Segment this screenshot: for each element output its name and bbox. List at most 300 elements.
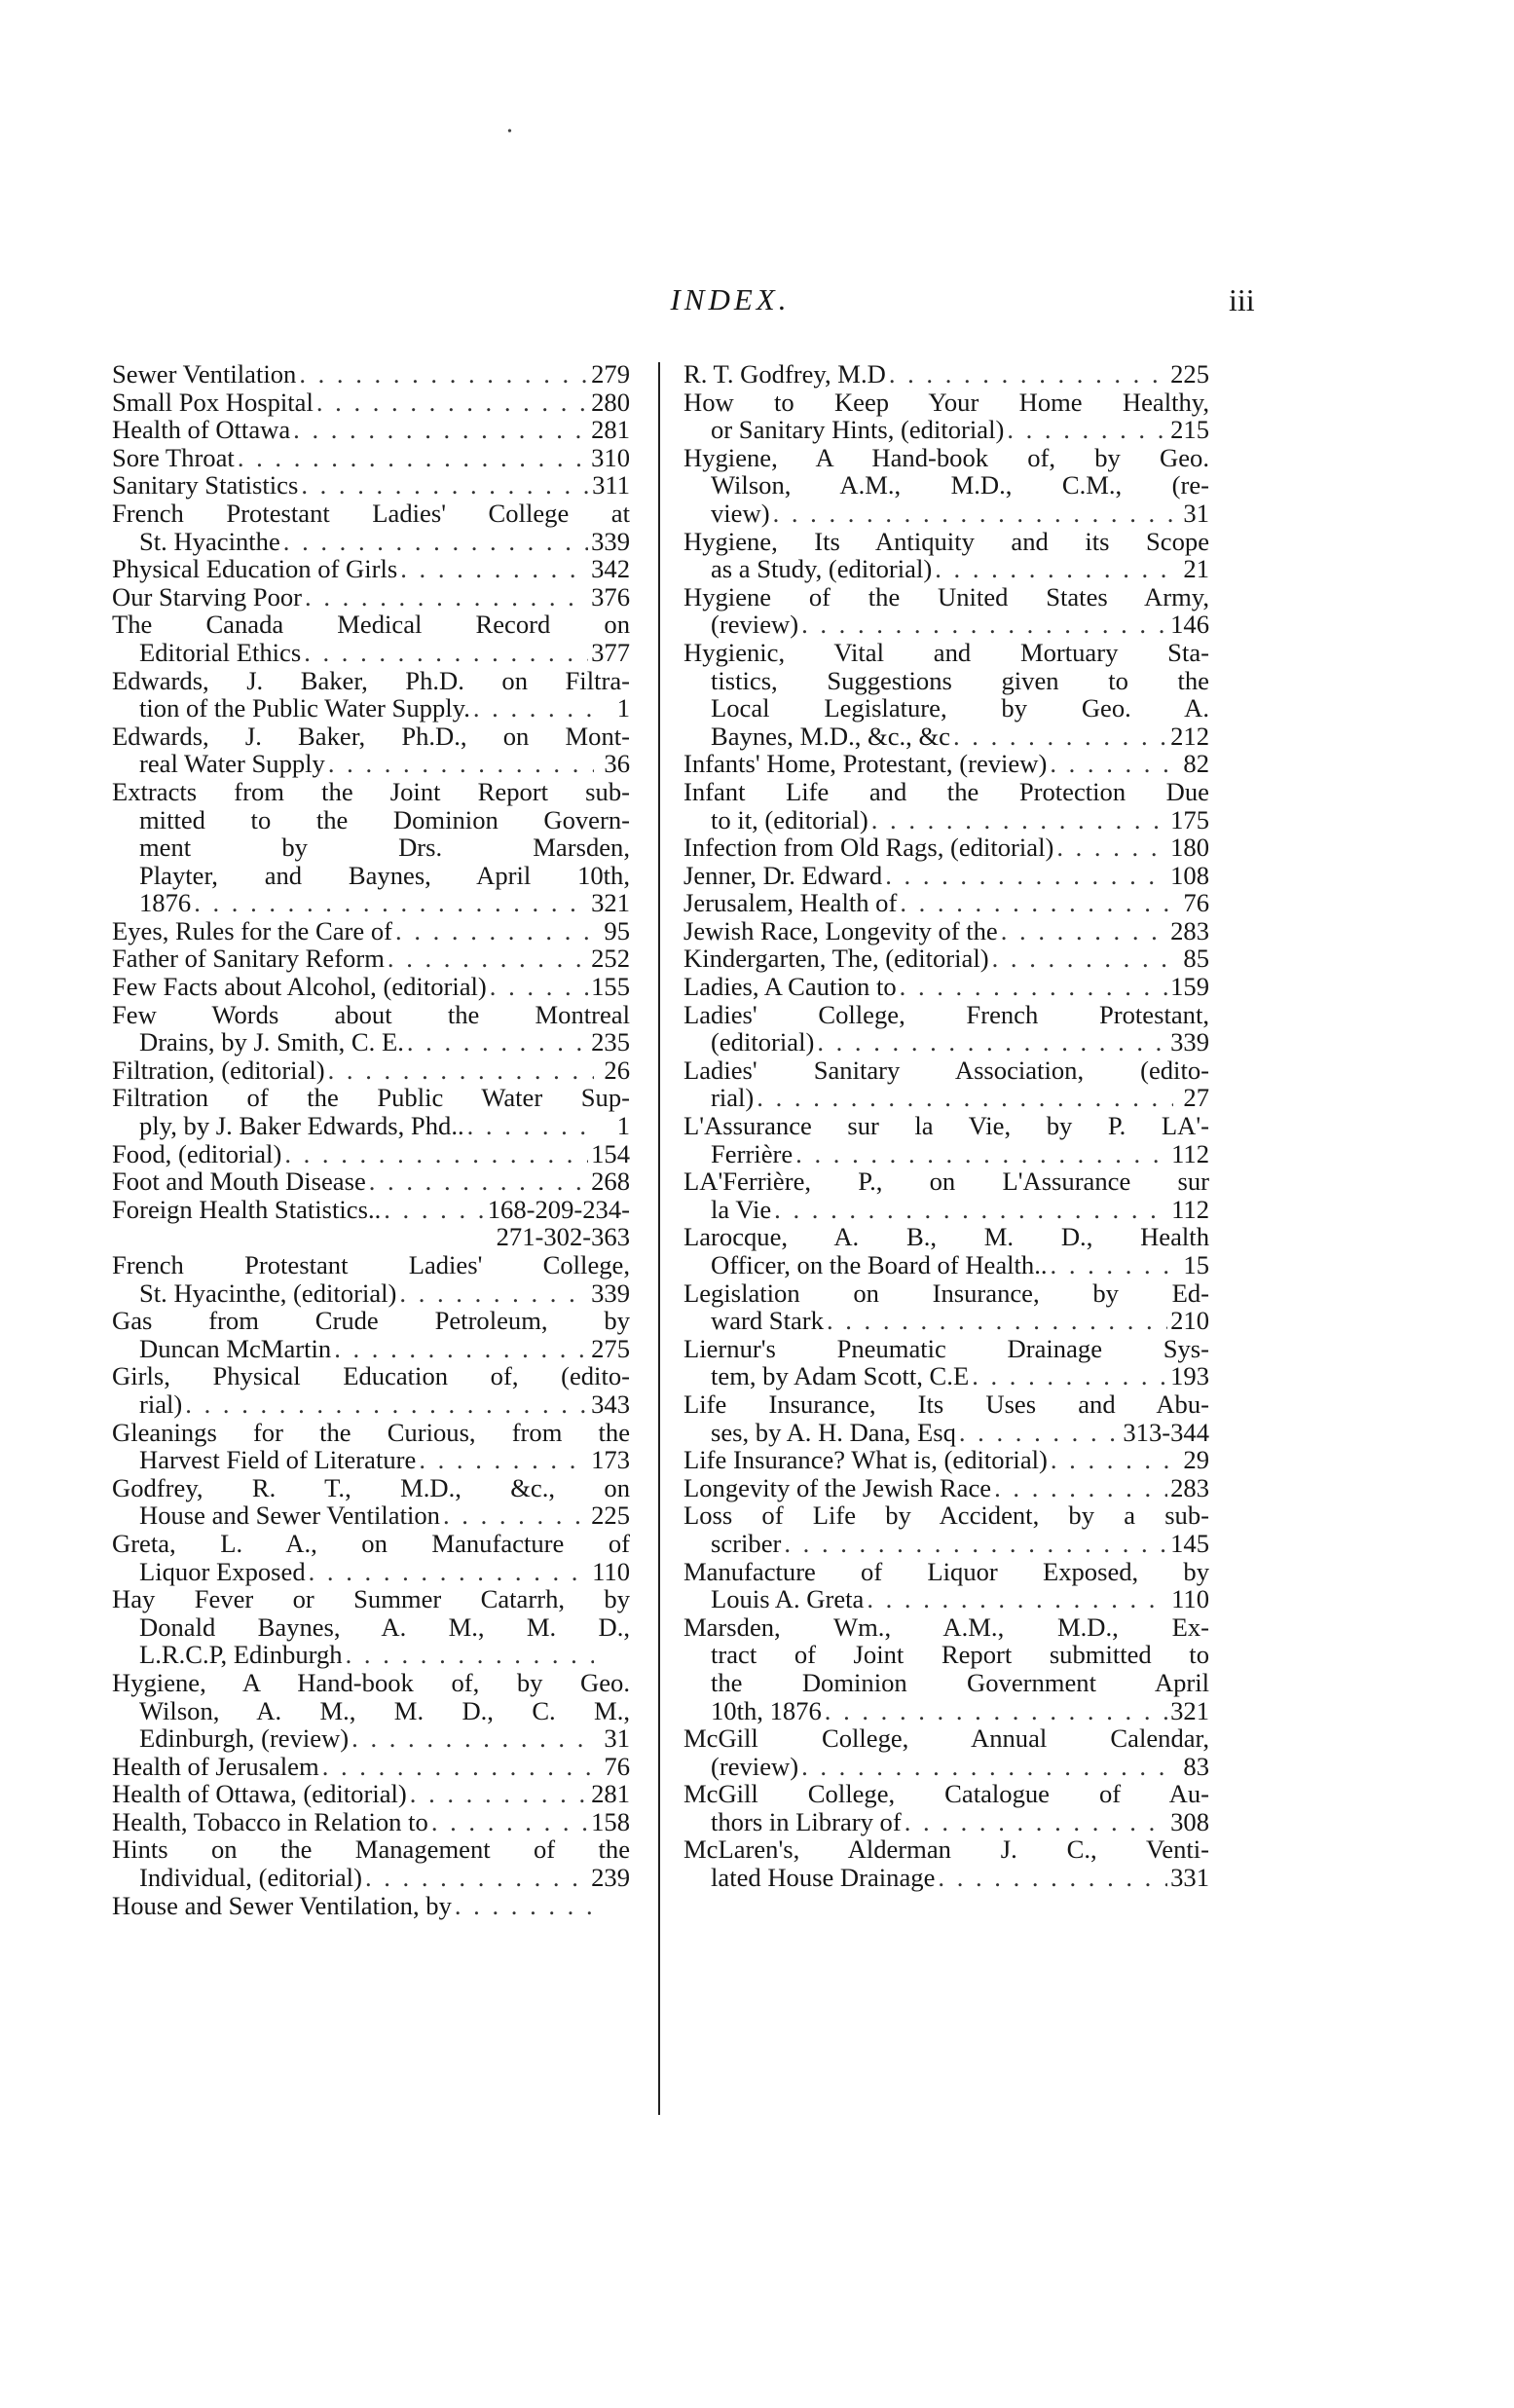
index-entry (112, 1223, 630, 1251)
entry-line (683, 416, 1209, 444)
page-reference: 193 (1170, 1361, 1209, 1391)
entry-text: Hygiene, Its Antiquity and its Scope (683, 526, 1209, 556)
page-reference: 310 (591, 442, 630, 472)
page-reference: 313-344 (1123, 1417, 1209, 1447)
entry-text: How to Keep Your Home Healthy, (683, 387, 1209, 417)
dot-leader (801, 1753, 1173, 1781)
entry-line (683, 528, 1209, 556)
index-column-left (112, 360, 630, 1919)
entry-text: Gleanings for the Curious, from the (112, 1417, 630, 1447)
page-reference: 212 (1170, 721, 1209, 751)
index-entry (683, 1474, 1209, 1502)
entry-text: (editorial) (711, 1027, 815, 1057)
entry-line (112, 555, 630, 583)
dot-leader (395, 917, 594, 945)
page-reference: 339 (1170, 1027, 1209, 1057)
dot-leader (455, 1892, 594, 1920)
dot-leader (293, 416, 588, 444)
entry-line (683, 973, 1209, 1001)
entry-text: French Protestant Ladies' College at (112, 498, 630, 528)
entry-text: the Dominion Government April (711, 1667, 1209, 1697)
entry-text: as a Study, (editorial) (711, 554, 933, 584)
entry-line (683, 694, 1209, 722)
page-reference: 27 (1183, 1083, 1209, 1113)
index-entry (112, 1530, 630, 1585)
entry-text: Sewer Ventilation (112, 359, 297, 389)
entry-text: Infection from Old Rags, (editorial) (683, 833, 1054, 863)
entry-line (112, 917, 630, 945)
entry-text: Hints on the Management of the (112, 1834, 630, 1865)
entry-line (683, 1530, 1209, 1558)
page-reference: 339 (591, 1278, 630, 1308)
index-entry (683, 1558, 1209, 1613)
entry-text: lated House Drainage (711, 1863, 936, 1893)
entry-text: Liernur's Pneumatic Drainage Sys- (683, 1333, 1209, 1363)
index-entry (683, 1613, 1209, 1724)
entry-line (112, 889, 630, 917)
dot-leader (410, 1780, 588, 1808)
page-reference: 76 (1183, 888, 1209, 918)
dot-leader (419, 1446, 588, 1474)
entry-text: Larocque, A. B., M. D., Health (683, 1222, 1209, 1252)
page-reference: 31 (1183, 498, 1209, 528)
dot-leader (467, 1112, 594, 1140)
entry-line (683, 1056, 1209, 1085)
entry-text: R. T. Godfrey, M.D (683, 359, 886, 389)
index-entry (683, 1335, 1209, 1390)
entry-line (112, 834, 630, 862)
entry-text: Greta, L. A., on Manufacture of (112, 1528, 630, 1558)
index-entry (112, 471, 630, 500)
index-entry (683, 528, 1209, 583)
entry-line (112, 583, 630, 611)
entry-text: Filtration of the Public Water Sup- (112, 1083, 630, 1113)
page-reference: 154 (591, 1138, 630, 1168)
index-entry (112, 973, 630, 1001)
entry-text: Hygiene of the United States Army, (683, 581, 1209, 611)
index-entry (683, 444, 1209, 528)
entry-text: St. Hyacinthe (139, 526, 280, 556)
entry-line (112, 639, 630, 667)
dot-leader (1007, 416, 1167, 444)
page-reference: 279 (591, 359, 630, 389)
entry-text: Foot and Mouth Disease (112, 1167, 366, 1197)
entry-line (683, 1307, 1209, 1335)
page-reference: 76 (604, 1751, 630, 1781)
entry-text: The Canada Medical Record on (112, 610, 630, 640)
index-entry (112, 1419, 630, 1474)
entry-text: Health, Tobacco in Relation to (112, 1806, 428, 1836)
entry-text: L.R.C.P, Edinburgh (139, 1640, 343, 1670)
dot-leader (959, 1419, 1120, 1447)
entry-text: Extracts from the Joint Report sub- (112, 776, 630, 806)
entry-text: Wilson, A.M., M.D., C.M., (re- (711, 470, 1209, 500)
page-reference: 275 (591, 1333, 630, 1363)
entry-text: ward Stark (711, 1306, 824, 1336)
entry-text: McLaren's, Alderman J. C., Venti- (683, 1834, 1209, 1865)
entry-line (683, 611, 1209, 639)
entry-text: Jenner, Dr. Edward (683, 860, 883, 890)
entry-line (683, 1223, 1209, 1251)
entry-text: House and Sewer Ventilation, by (112, 1890, 452, 1920)
entry-text: Baynes, M.D., &c., &c (711, 721, 950, 751)
entry-text: Hay Fever or Summer Catarrh, by (112, 1584, 630, 1614)
entry-text: Local Legislature, by Geo. A. (711, 693, 1209, 723)
entry-line (112, 416, 630, 444)
entry-text: Physical Education of Girls (112, 554, 398, 584)
page-reference: 1 (616, 1111, 630, 1141)
entry-text: Health of Jerusalem (112, 1751, 319, 1781)
dot-leader (889, 360, 1167, 389)
entry-text: Hygienic, Vital and Mortuary Sta- (683, 637, 1209, 667)
page-reference: 155 (591, 972, 630, 1002)
entry-text: Liquor Exposed (139, 1556, 306, 1586)
entry-line (683, 1084, 1209, 1112)
page-reference: 376 (591, 581, 630, 611)
entry-line (112, 945, 630, 973)
page-reference: 145 (1170, 1528, 1209, 1558)
dot-leader (399, 1279, 588, 1308)
entry-text: (review) (711, 1751, 799, 1781)
index-entry (683, 1223, 1209, 1278)
entry-line (683, 471, 1209, 500)
entry-line (683, 1279, 1209, 1308)
page-reference: 159 (1170, 972, 1209, 1002)
entry-line (683, 1835, 1209, 1864)
entry-text: Hygiene, A Hand-book of, by Geo. (112, 1667, 630, 1697)
index-entry (683, 945, 1209, 973)
index-entry (683, 389, 1209, 444)
entry-line (112, 1864, 630, 1892)
index-entry (112, 1056, 630, 1085)
entry-line (683, 1001, 1209, 1029)
entry-text: French Protestant Ladies' College, (112, 1250, 630, 1279)
page-reference: 283 (1170, 915, 1209, 945)
index-entry (112, 778, 630, 917)
page-reference: 95 (604, 915, 630, 945)
entry-text: Legislation on Insurance, by Ed- (683, 1278, 1209, 1308)
index-entry (112, 416, 630, 444)
dot-leader (284, 1140, 588, 1168)
entry-text: Edwards, J. Baker, Ph.D., on Mont- (112, 721, 630, 751)
entry-line (683, 444, 1209, 472)
entry-text: Editorial Ethics (139, 637, 302, 667)
index-entry (683, 917, 1209, 945)
entry-line (112, 471, 630, 500)
entry-line (683, 1446, 1209, 1474)
entry-line (112, 528, 630, 556)
entry-text: Food, (editorial) (112, 1138, 282, 1168)
dot-leader (388, 945, 588, 973)
index-entry (112, 722, 630, 778)
entry-text: Few Facts about Alcohol, (editorial) (112, 972, 487, 1002)
entry-text: Individual, (editorial) (139, 1863, 362, 1893)
entry-text: mitted to the Dominion Govern- (139, 804, 630, 834)
entry-line (112, 750, 630, 778)
page-reference: 83 (1183, 1751, 1209, 1781)
dot-leader (905, 1808, 1167, 1836)
dot-leader (1056, 834, 1167, 862)
dot-leader (299, 360, 588, 389)
dot-leader (900, 973, 1167, 1001)
entry-text: L'Assurance sur la Vie, by P. LA'- (683, 1111, 1209, 1141)
dot-leader (322, 1753, 594, 1781)
page-reference: 173 (591, 1445, 630, 1475)
index-entry (683, 834, 1209, 862)
page-reference: 31 (604, 1723, 630, 1754)
dot-leader (443, 1501, 588, 1530)
entry-line (683, 1251, 1209, 1279)
entry-line (112, 1307, 630, 1335)
entry-line (683, 360, 1209, 389)
page-reference: 175 (1170, 804, 1209, 834)
page-title: INDEX. (670, 282, 791, 316)
dot-leader (994, 1474, 1167, 1502)
entry-text: Sore Throat (112, 442, 235, 472)
page-reference: 82 (1183, 749, 1209, 779)
dot-leader (827, 1307, 1167, 1335)
entry-line (112, 1780, 630, 1808)
entry-text: (review) (711, 610, 799, 640)
entry-line (112, 1530, 630, 1558)
entry-text: Girls, Physical Education of, (edito- (112, 1361, 630, 1391)
entry-line (683, 1697, 1209, 1725)
entry-text: Jerusalem, Health of (683, 888, 898, 918)
entry-text: Hygiene, A Hand-book of, by Geo. (683, 442, 1209, 472)
entry-line (683, 1419, 1209, 1447)
entry-text: la Vie (711, 1194, 772, 1224)
dot-leader (194, 889, 588, 917)
entry-line (112, 722, 630, 751)
entry-line (683, 1558, 1209, 1586)
page-reference: 112 (1171, 1194, 1209, 1224)
dot-leader (972, 1362, 1167, 1390)
dot-leader (953, 722, 1167, 751)
page-reference: 281 (591, 415, 630, 445)
entry-text: tem, by Adam Scott, C.E (711, 1361, 970, 1391)
index-entry (112, 1001, 630, 1056)
dot-leader (885, 862, 1167, 890)
entry-text: to it, (editorial) (711, 804, 868, 834)
index-entry (112, 1892, 630, 1920)
entry-line (112, 1335, 630, 1363)
index-entry (683, 583, 1209, 639)
index-entry (112, 611, 630, 666)
index-entry (112, 1196, 630, 1224)
page-reference: 377 (591, 637, 630, 667)
index-entry (112, 500, 630, 555)
entry-line (112, 1585, 630, 1613)
entry-line (683, 583, 1209, 611)
dot-leader (801, 611, 1167, 639)
entry-line (112, 1501, 630, 1530)
dot-leader (365, 1864, 588, 1892)
page-reference: 112 (1171, 1138, 1209, 1168)
dot-leader (316, 389, 588, 417)
entry-text: Our Starving Poor (112, 581, 303, 611)
index-entry (112, 1251, 630, 1307)
entry-text: Few Words about the Montreal (112, 999, 630, 1029)
page-reference: 168-209-234- (487, 1194, 630, 1224)
entry-line (112, 1167, 630, 1196)
entry-text: Foreign Health Statistics.. (112, 1194, 382, 1224)
page-reference: 321 (1170, 1695, 1209, 1725)
index-entry (112, 360, 630, 389)
entry-line (683, 1362, 1209, 1390)
printers-mark: • (507, 125, 512, 139)
entry-text: Eyes, Rules for the Care of (112, 915, 393, 945)
dot-leader (867, 1585, 1168, 1613)
entry-text: Filtration, (editorial) (112, 1055, 325, 1085)
entry-line (683, 1780, 1209, 1808)
index-entry (683, 1001, 1209, 1056)
index-entry (683, 862, 1209, 890)
page-reference: 180 (1170, 833, 1209, 863)
entry-text: 1876 (139, 888, 192, 918)
dot-leader (185, 1390, 588, 1419)
page-reference: 108 (1170, 860, 1209, 890)
page-reference: 210 (1170, 1306, 1209, 1336)
entry-text: LA'Ferrière, P., on L'Assurance sur (683, 1167, 1209, 1197)
entry-text: Manufacture of Liquor Exposed, by (683, 1556, 1209, 1586)
index-entry (683, 1167, 1209, 1223)
entry-line (683, 806, 1209, 834)
dot-leader (935, 555, 1173, 583)
entry-line (683, 862, 1209, 890)
index-entry (683, 1724, 1209, 1780)
index-entry (683, 639, 1209, 750)
entry-line (112, 1223, 630, 1251)
index-entry (683, 889, 1209, 917)
entry-line (112, 1279, 630, 1308)
entry-line (683, 1669, 1209, 1697)
page-reference: 146 (1170, 610, 1209, 640)
dot-leader (328, 1056, 594, 1085)
entry-line (683, 1112, 1209, 1140)
entry-line (112, 1251, 630, 1279)
entry-text: McGill College, Annual Calendar, (683, 1723, 1209, 1754)
page-number: iii (1229, 282, 1255, 317)
entry-text: real Water Supply (139, 749, 325, 779)
entry-line (683, 1641, 1209, 1669)
page-reference: 339 (591, 526, 630, 556)
index-entry (112, 945, 630, 973)
entry-line (112, 1613, 630, 1642)
entry-line (112, 1697, 630, 1725)
page-reference: 283 (1170, 1472, 1209, 1502)
entry-text: Sanitary Statistics (112, 470, 299, 500)
entry-line (683, 1167, 1209, 1196)
page-reference: 280 (591, 387, 630, 417)
entry-line (112, 1028, 630, 1056)
dot-leader (328, 750, 594, 778)
entry-line (112, 778, 630, 806)
entry-line (683, 917, 1209, 945)
index-entry (112, 917, 630, 945)
entry-line (683, 722, 1209, 751)
entry-line (683, 1390, 1209, 1419)
entry-line (683, 1335, 1209, 1363)
entry-text: thors in Library of (711, 1806, 902, 1836)
entry-line (112, 973, 630, 1001)
page-reference: 215 (1170, 415, 1209, 445)
entry-text: rial) (711, 1083, 755, 1113)
index-column-right (683, 360, 1209, 1892)
entry-text: ses, by A. H. Dana, Esq (711, 1417, 956, 1447)
entry-line (683, 1864, 1209, 1892)
entry-line (683, 1028, 1209, 1056)
entry-text: Health of Ottawa, (editorial) (112, 1779, 407, 1809)
index-entry (112, 1780, 630, 1808)
entry-text: Wilson, A. M., M. D., C. M., (139, 1695, 630, 1725)
index-entry (683, 1780, 1209, 1835)
column-divider (658, 362, 660, 2115)
dot-leader (334, 1335, 588, 1363)
entry-line (112, 500, 630, 528)
dot-leader (1050, 750, 1173, 778)
entry-text: Godfrey, R. T., M.D., &c., on (112, 1472, 630, 1502)
dot-leader (938, 1864, 1167, 1892)
page-reference: 15 (1183, 1250, 1209, 1279)
index-entry (683, 360, 1209, 389)
entry-line (683, 1474, 1209, 1502)
page-reference: 225 (1170, 359, 1209, 389)
page-reference: 110 (1171, 1584, 1209, 1614)
entry-text: 10th, 1876 (711, 1695, 822, 1725)
entry-line (112, 1474, 630, 1502)
entry-text: Louis A. Greta (711, 1584, 865, 1614)
entry-line (683, 1753, 1209, 1781)
dot-leader (871, 806, 1167, 834)
entry-text: Jewish Race, Longevity of the (683, 915, 998, 945)
index-entry (112, 583, 630, 611)
dot-leader (1001, 917, 1167, 945)
page-reference: 331 (1170, 1863, 1209, 1893)
entry-line (112, 389, 630, 417)
entry-line (683, 389, 1209, 417)
entry-line (112, 1140, 630, 1168)
entry-text: view) (711, 498, 770, 528)
dot-leader (309, 1558, 589, 1586)
dot-leader (346, 1641, 594, 1669)
entry-text: tion of the Public Water Supply. (139, 693, 470, 723)
dot-leader (817, 1028, 1167, 1056)
dot-leader (431, 1808, 588, 1836)
entry-line (112, 1084, 630, 1112)
entry-line (112, 1196, 630, 1224)
entry-line (112, 1419, 630, 1447)
entry-text: Donald Baynes, A. M., M. D., (139, 1612, 630, 1642)
page-reference: 252 (591, 944, 630, 974)
page-reference: 26 (604, 1055, 630, 1085)
dot-leader (992, 945, 1173, 973)
entry-text: Drains, by J. Smith, C. E. (139, 1027, 404, 1057)
entry-text: Edinburgh, (review) (139, 1723, 350, 1754)
dot-leader (784, 1530, 1167, 1558)
entry-text: Father of Sanitary Reform (112, 944, 385, 974)
page-reference: 239 (591, 1863, 630, 1893)
entry-line (683, 1140, 1209, 1168)
index-entry (112, 1362, 630, 1418)
entry-text: Gas from Crude Petroleum, by (112, 1306, 630, 1336)
index-entry (112, 1835, 630, 1891)
entry-line (112, 444, 630, 472)
entry-text: tract of Joint Report submitted to (711, 1640, 1209, 1670)
page-reference: 21 (1183, 554, 1209, 584)
index-entry (112, 1167, 630, 1196)
entry-line (112, 694, 630, 722)
entry-text: Duncan McMartin (139, 1333, 332, 1363)
